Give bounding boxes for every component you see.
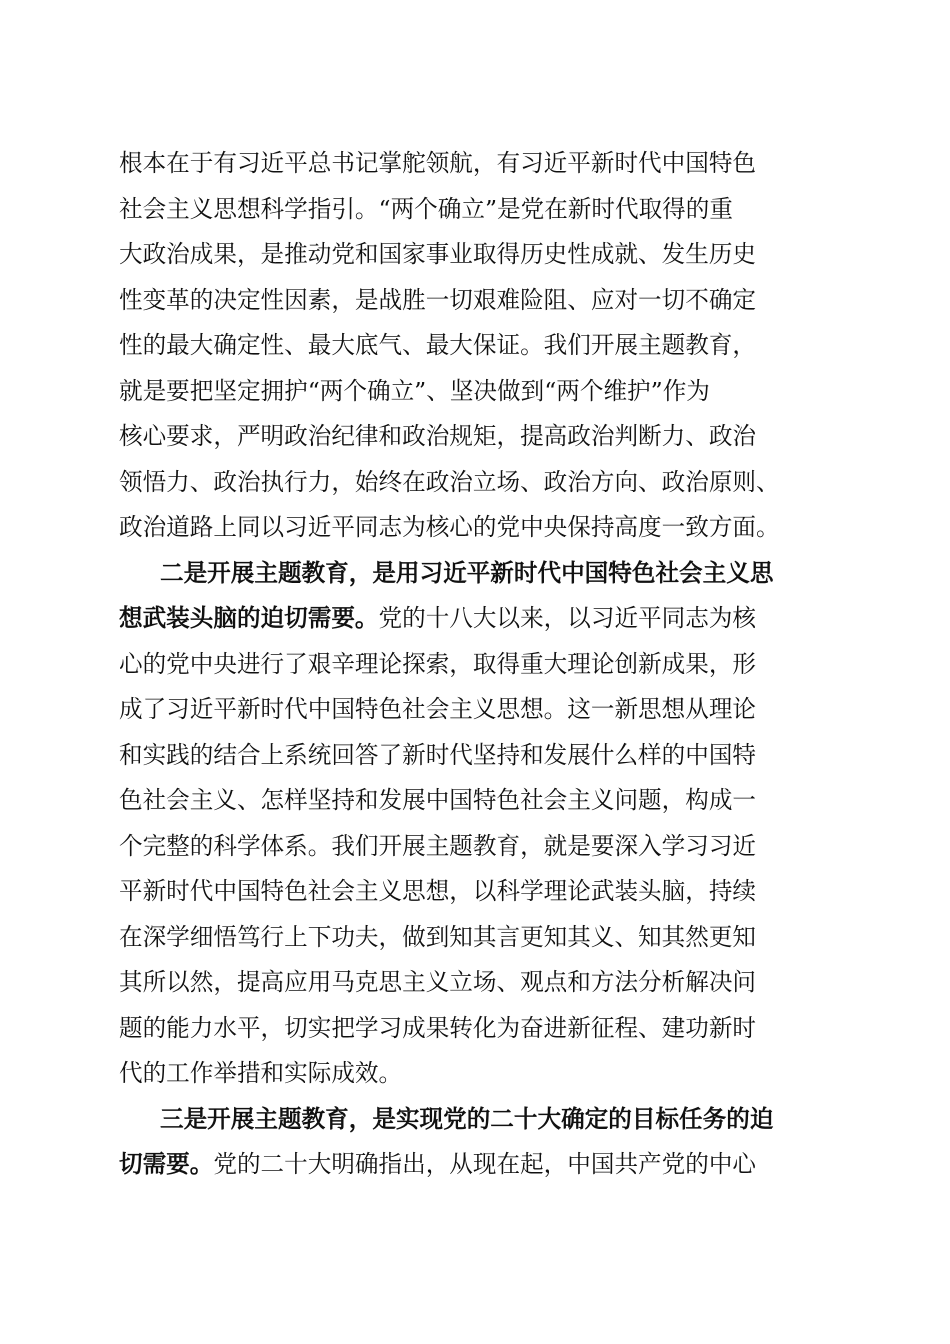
text-line bbox=[119, 642, 831, 688]
text-line bbox=[119, 915, 831, 961]
text-run: 代的工作举措和实际成效。 bbox=[119, 1059, 403, 1087]
text-line bbox=[119, 869, 831, 915]
text-run: 在深学细悟笃行上下功夫，做到知其言更知其义、知其然更知 bbox=[119, 922, 757, 951]
text-run: 题的能力水平，切实把学习成果转化为奋进新征程、建功新时 bbox=[119, 1013, 757, 1042]
text-run: 社会主义思想科学指引。“两个确立”是党在新时代取得的重 bbox=[119, 194, 733, 223]
bold-text-run: 二是开展主题教育，是用习近平新时代中国特色社会主义思 bbox=[160, 558, 774, 587]
text-line bbox=[119, 278, 831, 324]
text-line bbox=[119, 1051, 831, 1097]
text-run: 个完整的科学体系。我们开展主题教育，就是要深入学习习近 bbox=[119, 831, 757, 860]
text-run: 性的最大确定性、最大底气、最大保证。我们开展主题教育， bbox=[119, 331, 757, 359]
text-run: 成了习近平新时代中国特色社会主义思想。这一新思想从理论 bbox=[119, 695, 757, 723]
text-run: 领悟力、政治执行力，始终在政治立场、政治方向、政治原则、 bbox=[119, 467, 780, 496]
text-run: 色社会主义、怎样坚持和发展中国特色社会主义问题，构成一 bbox=[119, 786, 757, 814]
text-run: 平新时代中国特色社会主义思想，以科学理论武装头脑，持续 bbox=[119, 877, 757, 905]
text-run: 政治道路上同以习近平同志为核心的党中央保持高度一致方面。 bbox=[119, 513, 780, 541]
bold-text-run: 想武装头脑的迫切需要。 bbox=[119, 604, 379, 632]
text-run: 就是要把坚定拥护“两个确立”、坚决做到“两个维护”作为 bbox=[119, 376, 710, 405]
text-line bbox=[119, 733, 831, 779]
text-run: 和实践的结合上系统回答了新时代坚持和发展什么样的中国特 bbox=[119, 740, 757, 769]
text-run: 性变革的决定性因素，是战胜一切艰难险阻、应对一切不确定 bbox=[119, 285, 757, 314]
text-line bbox=[119, 1097, 831, 1143]
text-line bbox=[119, 960, 831, 1006]
text-run: 根本在于有习近平总书记掌舵领航，有习近平新时代中国特色 bbox=[119, 149, 757, 177]
text-run: 其所以然，提高应用马克思主义立场、观点和方法分析解决问 bbox=[119, 968, 757, 996]
text-line bbox=[119, 232, 831, 278]
text-run: 党的十八大以来，以习近平同志为核 bbox=[378, 604, 757, 632]
bold-text-run: 切需要。 bbox=[119, 1150, 214, 1178]
text-line bbox=[119, 460, 831, 506]
text-line bbox=[119, 687, 831, 733]
text-line bbox=[119, 824, 831, 870]
text-line bbox=[119, 369, 831, 415]
text-run: 心的党中央进行了艰辛理论探索，取得重大理论创新成果，形 bbox=[119, 649, 757, 678]
text-line bbox=[119, 141, 831, 187]
document-body bbox=[119, 141, 831, 1188]
text-line bbox=[119, 596, 831, 642]
text-line bbox=[119, 778, 831, 824]
text-run: 核心要求，严明政治纪律和政治规矩，提高政治判断力、政治 bbox=[119, 422, 757, 450]
text-line bbox=[119, 505, 831, 551]
text-run: 大政治成果，是推动党和国家事业取得历史性成就、发生历史 bbox=[119, 240, 757, 268]
text-line bbox=[119, 551, 831, 597]
text-line bbox=[119, 323, 831, 369]
text-line bbox=[119, 1006, 831, 1052]
text-run: 党的二十大明确指出，从现在起，中国共产党的中心 bbox=[213, 1150, 757, 1178]
text-line bbox=[119, 1142, 831, 1188]
text-line bbox=[119, 187, 831, 233]
bold-text-run: 三是开展主题教育，是实现党的二十大确定的目标任务的迫 bbox=[160, 1104, 774, 1133]
text-line bbox=[119, 414, 831, 460]
